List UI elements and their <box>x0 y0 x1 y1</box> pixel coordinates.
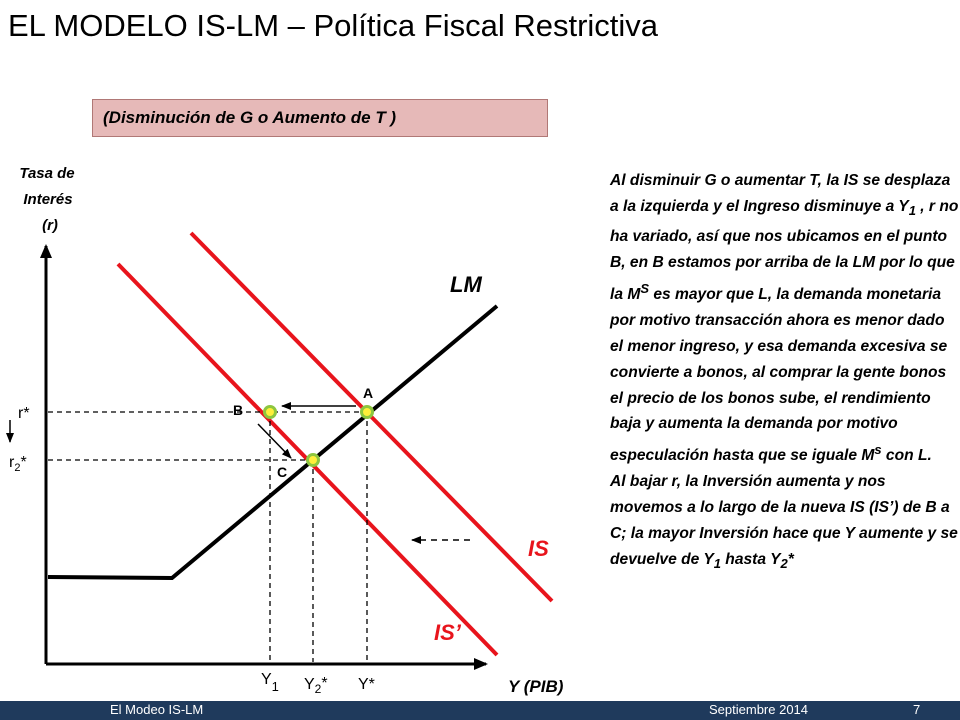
footer-title: El Modeo IS-LM <box>110 702 204 717</box>
explanation-paragraph-1 <box>610 168 960 469</box>
r2-sub: 2 <box>14 462 21 474</box>
y2-sup: * <box>321 675 328 692</box>
point-a-label: A <box>363 385 374 401</box>
y-star-label: Y* <box>358 676 375 693</box>
y2-label <box>304 675 328 696</box>
y2-sub: 2 <box>314 682 322 696</box>
explanation-p2-sub2: 2 <box>780 556 788 572</box>
is-prime-label: IS’ <box>434 620 461 645</box>
explanation-text <box>610 168 960 577</box>
explanation-p2-sub1: 1 <box>713 556 721 572</box>
explanation-p2-b: hasta Y <box>720 551 781 569</box>
r2-sup: * <box>20 454 27 471</box>
explanation-p1-d: con L. <box>881 447 932 465</box>
explanation-paragraph-2 <box>610 469 960 577</box>
r-star-label: r* <box>18 405 30 422</box>
r2-base: r <box>9 454 15 471</box>
r2-label <box>9 454 27 474</box>
lm-curve <box>48 306 497 578</box>
footer-date: Septiembre 2014 <box>709 702 809 717</box>
explanation-p1-sup2: s <box>874 442 882 458</box>
explanation-p1-sub1: 1 <box>908 203 916 219</box>
lm-label: LM <box>450 272 482 297</box>
point-c-label: C <box>277 464 288 480</box>
explanation-p2-c: * <box>787 551 794 569</box>
explanation-p1-sup1: S <box>640 280 649 296</box>
slide-title: EL MODELO IS-LM – Política Fiscal Restrictiva <box>8 8 659 43</box>
point-c-marker <box>308 455 319 466</box>
footer-bar <box>0 701 960 720</box>
slide-number: 7 <box>913 702 921 717</box>
y2-base: Y <box>304 676 315 693</box>
subtitle-text: (Disminución de G o Aumento de T ) <box>103 108 397 127</box>
y-axis-label-line2: Interés <box>23 191 73 208</box>
y1-base: Y <box>261 671 272 688</box>
y1-label <box>261 671 279 694</box>
point-b-marker <box>265 407 276 418</box>
point-a-marker <box>362 407 373 418</box>
explanation-p1-b: , r no ha variado, así que nos ubicamos en el punto B, en B estamos por arriba de la LM por lo que la M <box>610 197 959 303</box>
explanation-p1-a: Al disminuir G o aumentar T, la IS se desplaza a la izquierda y el Ingreso disminuye a Y <box>610 172 951 215</box>
x-axis-label: Y (PIB) <box>508 677 564 696</box>
y-axis-label-line3: (r) <box>42 217 58 234</box>
explanation-p1-c: es mayor que L, la demanda monetaria por motivo transacción ahora es menor dado el menor ingreso, y esa demanda excesiva se convierte a bonos, al comprar la gente bonos el precio de los bonos sube, el rendimiento baja y aumenta la demanda por motivo especulación hasta que se iguale M <box>610 285 948 465</box>
explanation-p2-a: Al bajar r, la Inversión aumenta y nos movemos a lo largo de la nueva IS (IS’) de B a C; la mayor Inversión hace que Y aumente y se devuelve de Y <box>610 473 958 569</box>
point-b-label: B <box>233 402 244 418</box>
arrow-b-to-c <box>258 424 291 458</box>
is-label: IS <box>528 536 549 561</box>
y1-sub: 1 <box>271 679 279 694</box>
y-axis-label-line1: Tasa de <box>19 165 75 182</box>
